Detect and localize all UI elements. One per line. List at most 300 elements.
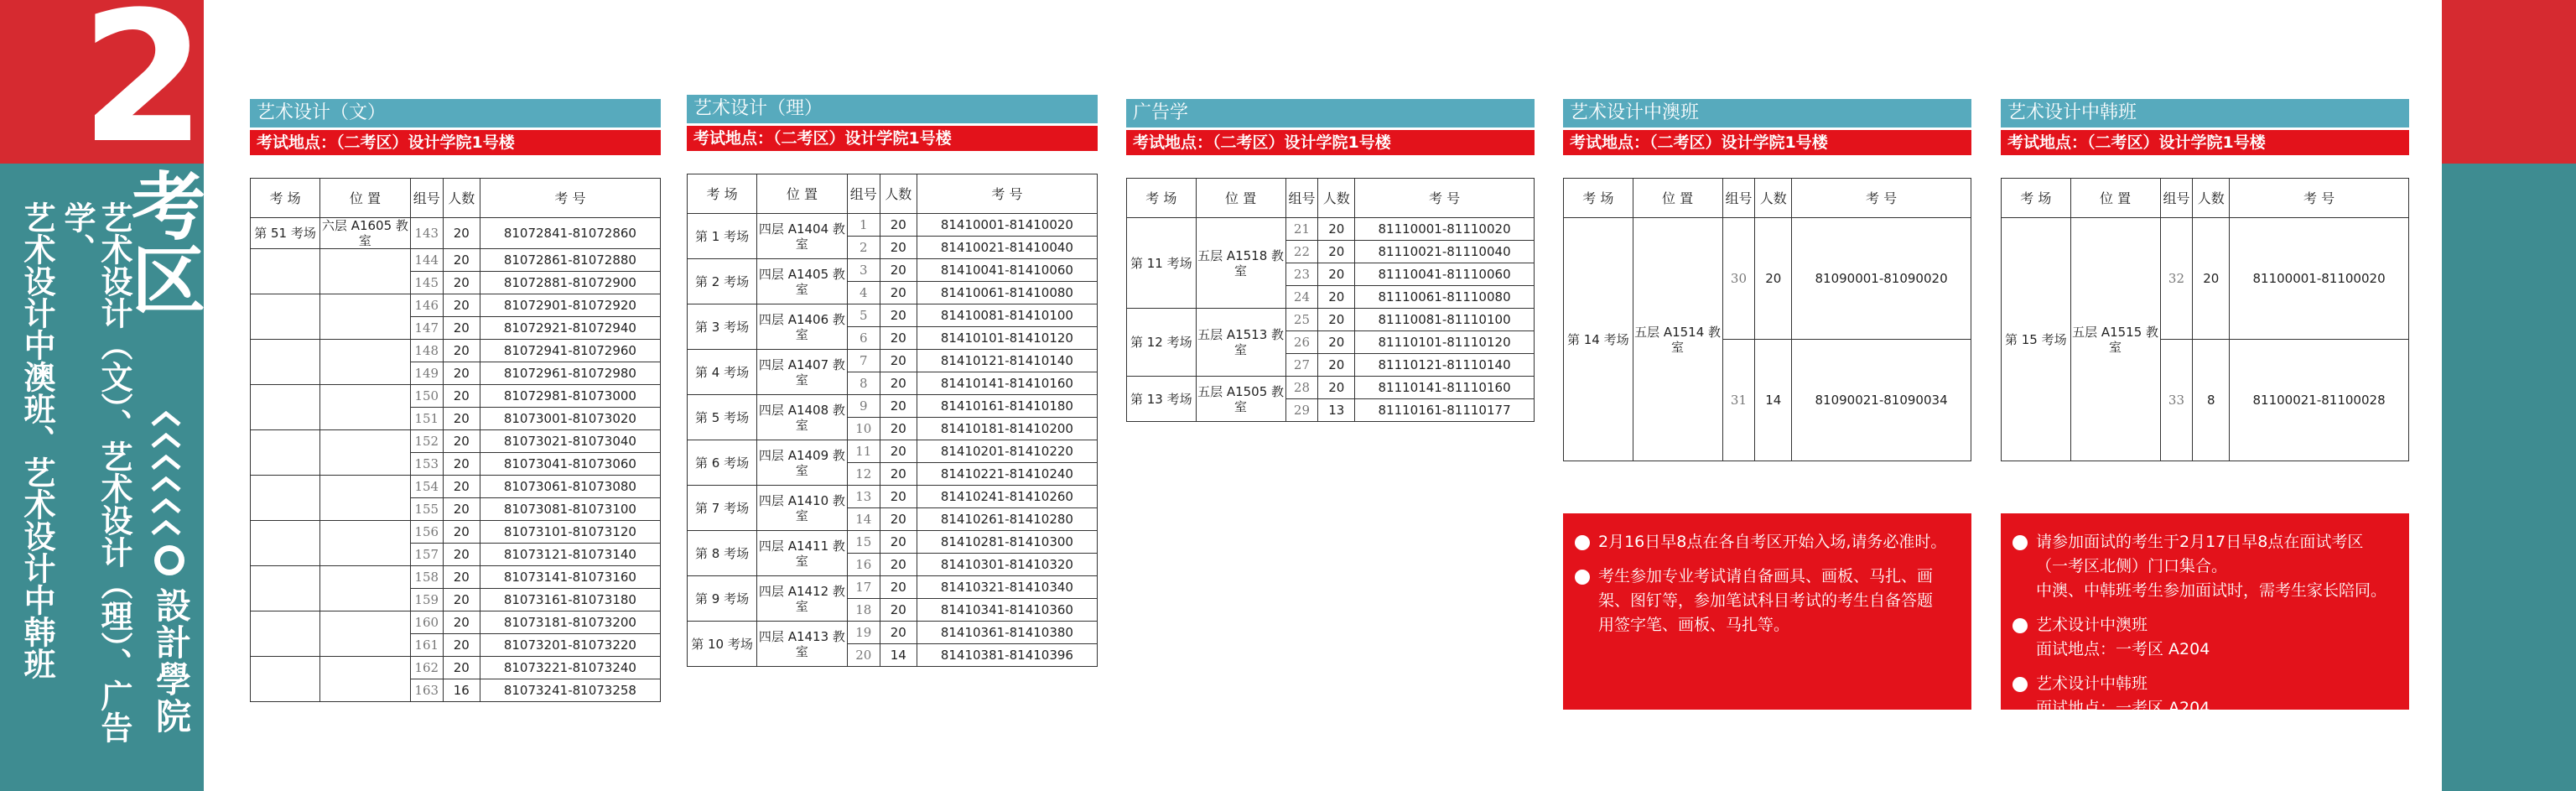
exam-hall-cell: 第 5 考场	[688, 395, 757, 440]
exam-hall-cell: 第 6 考场	[688, 440, 757, 486]
group-cell: 162	[410, 657, 443, 679]
notice-text: 艺术设计中澳班	[2036, 616, 2148, 634]
id-range-cell: 81410221-81410240	[917, 463, 1097, 486]
group-cell: 33	[2160, 340, 2193, 461]
table-row	[251, 476, 661, 498]
header-count: 人数	[1318, 179, 1355, 218]
count-cell: 20	[880, 214, 917, 237]
group-cell: 14	[847, 508, 880, 531]
group-cell: 7	[847, 350, 880, 372]
group-cell: 3	[847, 259, 880, 282]
location-cell: 六层 A1605 教室	[320, 218, 411, 249]
table-row	[688, 395, 1098, 418]
id-range-cell: 81410001-81410020	[917, 214, 1097, 237]
notice-text: 用签字笔、画板、马扎等。	[1598, 616, 1790, 634]
group-cell: 144	[410, 249, 443, 272]
panel-location: 考试地点：（二考区）设计学院1号楼	[2001, 130, 2409, 155]
location-cell	[320, 476, 411, 521]
group-cell: 16	[847, 554, 880, 576]
count-cell: 20	[880, 327, 917, 350]
group-cell: 6	[847, 327, 880, 350]
table-row	[688, 214, 1098, 237]
id-range-cell: 81072901-81072920	[480, 294, 660, 317]
location-cell: 四层 A1411 教室	[757, 531, 848, 576]
notice-text: 考生参加专业考试请自备画具、画板、马扎、画	[1598, 567, 1934, 585]
count-cell: 16	[443, 679, 480, 702]
id-range-cell: 81110041-81110060	[1355, 263, 1535, 286]
panel-location: 考试地点：（二考区）设计学院1号楼	[250, 130, 661, 155]
count-cell: 20	[443, 589, 480, 611]
table-row	[1127, 218, 1535, 241]
header-hall: 考 场	[2002, 179, 2071, 218]
id-range-cell: 81410261-81410280	[917, 508, 1097, 531]
exam-hall-cell: 第 1 考场	[688, 214, 757, 259]
count-cell: 20	[443, 249, 480, 272]
count-cell: 8	[2193, 340, 2230, 461]
count-cell: 20	[443, 294, 480, 317]
count-cell: 20	[1318, 263, 1355, 286]
count-cell: 20	[880, 440, 917, 463]
id-range-cell: 81410021-81410040	[917, 237, 1097, 259]
id-range-cell: 81410381-81410396	[917, 644, 1097, 667]
count-cell: 20	[1318, 309, 1355, 331]
exam-hall-cell: 第 3 考场	[688, 304, 757, 350]
count-cell: 20	[443, 317, 480, 340]
exam-hall-cell: 第 13 考场	[1127, 377, 1197, 422]
notice-box-interview	[2001, 513, 2409, 717]
id-range-cell: 81073101-81073120	[480, 521, 660, 544]
id-range-cell: 81072841-81072860	[480, 218, 660, 249]
exam-hall-cell	[251, 521, 320, 566]
header-group: 组号	[1285, 179, 1318, 218]
id-range-cell: 81410121-81410140	[917, 350, 1097, 372]
school-logo-text: 設計學院	[151, 587, 192, 735]
table-header-row	[1127, 179, 1535, 218]
exam-hall-cell	[251, 611, 320, 657]
id-range-cell: 81110001-81110020	[1355, 218, 1535, 241]
location-cell: 五层 A1515 教室	[2070, 218, 2160, 461]
location-cell: 五层 A1505 教室	[1196, 377, 1285, 422]
table-row	[688, 486, 1098, 508]
group-cell: 8	[847, 372, 880, 395]
count-cell: 20	[443, 408, 480, 430]
count-cell: 20	[443, 657, 480, 679]
location-cell	[320, 340, 411, 385]
count-cell: 20	[443, 544, 480, 566]
table-row	[688, 259, 1098, 282]
panel-location: 考试地点：（二考区）设计学院1号楼	[1563, 130, 1971, 155]
table-row	[1127, 377, 1535, 399]
group-cell: 155	[410, 498, 443, 521]
location-cell: 四层 A1413 教室	[757, 622, 848, 667]
group-cell: 25	[1285, 309, 1318, 331]
header-group: 组号	[847, 174, 880, 214]
panel-art-design-liberal	[250, 99, 661, 702]
group-cell: 10	[847, 418, 880, 440]
exam-hall-cell	[251, 657, 320, 702]
count-cell: 20	[880, 486, 917, 508]
id-range-cell: 81073161-81073180	[480, 589, 660, 611]
header-ids: 考 号	[1355, 179, 1535, 218]
group-cell: 32	[2160, 218, 2193, 340]
count-cell: 20	[1318, 331, 1355, 354]
id-range-cell: 81410201-81410220	[917, 440, 1097, 463]
exam-hall-cell: 第 11 考场	[1127, 218, 1197, 309]
count-cell: 20	[880, 418, 917, 440]
count-cell: 20	[880, 599, 917, 622]
group-cell: 12	[847, 463, 880, 486]
count-cell: 20	[880, 259, 917, 282]
id-range-cell: 81100001-81100020	[2230, 218, 2409, 340]
exam-hall-cell: 第 4 考场	[688, 350, 757, 395]
count-cell: 20	[880, 304, 917, 327]
header-hall: 考 场	[688, 174, 757, 214]
panel-title: 艺术设计（文）	[250, 99, 661, 127]
group-cell: 5	[847, 304, 880, 327]
id-range-cell: 81410301-81410320	[917, 554, 1097, 576]
count-cell: 20	[880, 554, 917, 576]
group-cell: 26	[1285, 331, 1318, 354]
bullet-icon	[2012, 677, 2028, 692]
notice-item	[2012, 530, 2397, 603]
group-cell: 161	[410, 634, 443, 657]
count-cell: 20	[1318, 354, 1355, 377]
group-cell: 158	[410, 566, 443, 589]
count-cell: 20	[2193, 218, 2230, 340]
exam-hall-cell	[251, 294, 320, 340]
exam-hall-cell: 第 7 考场	[688, 486, 757, 531]
exam-hall-cell: 第 9 考场	[688, 576, 757, 622]
location-cell: 四层 A1408 教室	[757, 395, 848, 440]
count-cell: 14	[1755, 340, 1792, 461]
id-range-cell: 81073141-81073160	[480, 566, 660, 589]
table-header-row	[688, 174, 1098, 214]
header-group: 组号	[410, 179, 443, 218]
header-count: 人数	[1755, 179, 1792, 218]
group-cell: 159	[410, 589, 443, 611]
notice-item	[1575, 565, 1960, 637]
count-cell: 20	[443, 340, 480, 362]
count-cell: 20	[443, 521, 480, 544]
group-cell: 29	[1285, 399, 1318, 422]
group-cell: 154	[410, 476, 443, 498]
location-cell	[320, 521, 411, 566]
location-cell: 五层 A1514 教室	[1633, 218, 1722, 461]
exam-hall-cell: 第 12 考场	[1127, 309, 1197, 377]
count-cell: 20	[880, 395, 917, 418]
count-cell: 20	[880, 508, 917, 531]
group-cell: 20	[847, 644, 880, 667]
id-range-cell: 81073081-81073100	[480, 498, 660, 521]
count-cell: 13	[1318, 399, 1355, 422]
group-cell: 18	[847, 599, 880, 622]
count-cell: 20	[1318, 241, 1355, 263]
notice-text: 面试地点：一考区 A204	[2036, 640, 2210, 658]
id-range-cell: 81110161-81110177	[1355, 399, 1535, 422]
right-banner-red	[2442, 0, 2576, 164]
notice-text: 2月16日早8点在各自考区开始入场,请务必准时。	[1598, 533, 1947, 551]
count-cell: 20	[1755, 218, 1792, 340]
id-range-cell: 81110121-81110140	[1355, 354, 1535, 377]
table-row	[251, 218, 661, 249]
group-cell: 163	[410, 679, 443, 702]
id-range-cell: 81410241-81410260	[917, 486, 1097, 508]
table-row	[688, 531, 1098, 554]
notice-item	[1575, 530, 1960, 554]
notice-box-entry	[1563, 513, 1971, 710]
header-count: 人数	[880, 174, 917, 214]
id-range-cell: 81072881-81072900	[480, 272, 660, 294]
table-row	[688, 350, 1098, 372]
count-cell: 20	[880, 622, 917, 644]
group-cell: 21	[1285, 218, 1318, 241]
id-range-cell: 81073001-81073020	[480, 408, 660, 430]
count-cell: 20	[443, 634, 480, 657]
exam-hall-table	[2001, 178, 2409, 461]
count-cell: 20	[1318, 218, 1355, 241]
location-cell	[320, 430, 411, 476]
count-cell: 20	[443, 362, 480, 385]
id-range-cell: 81110061-81110080	[1355, 286, 1535, 309]
group-cell: 147	[410, 317, 443, 340]
header-pos: 位 置	[1196, 179, 1285, 218]
notice-text: 艺术设计中韩班	[2036, 674, 2148, 693]
panel-title: 艺术设计中韩班	[2001, 99, 2409, 127]
header-pos: 位 置	[320, 179, 411, 218]
count-cell: 20	[443, 385, 480, 408]
table-row	[688, 304, 1098, 327]
exam-hall-cell: 第 10 考场	[688, 622, 757, 667]
id-range-cell: 81072861-81072880	[480, 249, 660, 272]
group-cell: 11	[847, 440, 880, 463]
id-range-cell: 81072921-81072940	[480, 317, 660, 340]
group-cell: 17	[847, 576, 880, 599]
table-row	[1127, 309, 1535, 331]
header-count: 人数	[443, 179, 480, 218]
id-range-cell: 81110021-81110040	[1355, 241, 1535, 263]
count-cell: 14	[880, 644, 917, 667]
group-cell: 143	[410, 218, 443, 249]
count-cell: 20	[443, 566, 480, 589]
id-range-cell: 81410041-81410060	[917, 259, 1097, 282]
group-cell: 148	[410, 340, 443, 362]
location-cell	[320, 657, 411, 702]
header-hall: 考 场	[1564, 179, 1633, 218]
id-range-cell: 81410361-81410380	[917, 622, 1097, 644]
table-row	[251, 385, 661, 408]
id-range-cell: 81072961-81072980	[480, 362, 660, 385]
id-range-cell: 81073181-81073200	[480, 611, 660, 634]
group-cell: 146	[410, 294, 443, 317]
count-cell: 20	[443, 430, 480, 453]
header-pos: 位 置	[1633, 179, 1722, 218]
header-ids: 考 号	[480, 179, 660, 218]
group-cell: 157	[410, 544, 443, 566]
id-range-cell: 81072981-81073000	[480, 385, 660, 408]
notice-item	[2012, 613, 2397, 662]
count-cell: 20	[443, 498, 480, 521]
table-row	[251, 521, 661, 544]
group-cell: 23	[1285, 263, 1318, 286]
count-cell: 20	[443, 453, 480, 476]
notice-text: 中澳、中韩班考生参加面试时，需考生家长陪同。	[2036, 581, 2387, 600]
location-cell	[320, 566, 411, 611]
bullet-icon	[2012, 618, 2028, 633]
id-range-cell: 81110081-81110100	[1355, 309, 1535, 331]
panel-location: 考试地点：（二考区）设计学院1号楼	[1126, 130, 1535, 155]
notice-text: （一考区北侧）门口集合。	[2036, 557, 2228, 575]
location-cell	[320, 611, 411, 657]
group-cell: 27	[1285, 354, 1318, 377]
location-cell	[320, 294, 411, 340]
exam-hall-table	[250, 178, 661, 702]
group-cell: 153	[410, 453, 443, 476]
table-header-row	[1564, 179, 1971, 218]
group-cell: 150	[410, 385, 443, 408]
location-cell: 四层 A1405 教室	[757, 259, 848, 304]
id-range-cell: 81073201-81073220	[480, 634, 660, 657]
table-row	[251, 294, 661, 317]
id-range-cell: 81410341-81410360	[917, 599, 1097, 622]
id-range-cell: 81073021-81073040	[480, 430, 660, 453]
count-cell: 20	[443, 476, 480, 498]
group-cell: 4	[847, 282, 880, 304]
exam-hall-cell: 第 14 考场	[1564, 218, 1633, 461]
id-range-cell: 81410061-81410080	[917, 282, 1097, 304]
group-cell: 9	[847, 395, 880, 418]
notice-item	[2012, 672, 2397, 721]
bullet-icon	[2012, 535, 2028, 550]
panel-korea-class	[2001, 99, 2409, 461]
id-range-cell: 81410321-81410340	[917, 576, 1097, 599]
count-cell: 20	[880, 350, 917, 372]
exam-hall-cell: 第 15 考场	[2002, 218, 2071, 461]
group-cell: 2	[847, 237, 880, 259]
bullet-icon	[1575, 570, 1590, 585]
header-group: 组号	[1722, 179, 1755, 218]
id-range-cell: 81110141-81110160	[1355, 377, 1535, 399]
table-header-row	[251, 179, 661, 218]
zone-number: 2	[80, 0, 206, 183]
id-range-cell: 81090001-81090020	[1792, 218, 1971, 340]
group-cell: 22	[1285, 241, 1318, 263]
id-range-cell: 81100021-81100028	[2230, 340, 2409, 461]
exam-hall-cell	[251, 476, 320, 521]
id-range-cell: 81410161-81410180	[917, 395, 1097, 418]
header-count: 人数	[2193, 179, 2230, 218]
id-range-cell: 81073061-81073080	[480, 476, 660, 498]
id-range-cell: 81410141-81410160	[917, 372, 1097, 395]
header-ids: 考 号	[917, 174, 1097, 214]
id-range-cell: 81410101-81410120	[917, 327, 1097, 350]
id-range-cell: 81410281-81410300	[917, 531, 1097, 554]
id-range-cell: 81073041-81073060	[480, 453, 660, 476]
notice-text: 请参加面试的考生于2月17日早8点在面试考区	[2036, 533, 2364, 551]
header-hall: 考 场	[251, 179, 320, 218]
panel-title: 艺术设计（理）	[687, 95, 1098, 123]
table-row	[688, 440, 1098, 463]
group-cell: 15	[847, 531, 880, 554]
count-cell: 20	[880, 282, 917, 304]
exam-hall-cell	[251, 566, 320, 611]
count-cell: 20	[880, 237, 917, 259]
exam-hall-cell: 第 51 考场	[251, 218, 320, 249]
table-row	[251, 430, 661, 453]
notice-text: 架、图钉等，参加笔试科目考试的考生自备答题	[1598, 591, 1934, 610]
group-cell: 156	[410, 521, 443, 544]
bullet-icon	[1575, 535, 1590, 550]
table-row	[251, 657, 661, 679]
group-cell: 160	[410, 611, 443, 634]
group-cell: 19	[847, 622, 880, 644]
location-cell	[320, 385, 411, 430]
panel-location: 考试地点：（二考区）设计学院1号楼	[687, 126, 1098, 151]
exam-hall-cell: 第 8 考场	[688, 531, 757, 576]
group-cell: 13	[847, 486, 880, 508]
count-cell: 20	[880, 372, 917, 395]
panel-art-design-science	[687, 95, 1098, 667]
table-header-row	[2002, 179, 2409, 218]
exam-hall-table	[1126, 178, 1535, 422]
count-cell: 20	[880, 576, 917, 599]
header-ids: 考 号	[1792, 179, 1971, 218]
notice-text: 面试地点：一考区 A204	[2036, 699, 2210, 717]
id-range-cell: 81410181-81410200	[917, 418, 1097, 440]
count-cell: 20	[880, 463, 917, 486]
chevrons-icon	[151, 411, 184, 542]
id-range-cell: 81110101-81110120	[1355, 331, 1535, 354]
group-cell: 1	[847, 214, 880, 237]
banner-subtitle-1: 艺术设计（文）、艺术设计（理）、广告学、	[59, 201, 132, 743]
banner-subtitle-2: 艺术设计中澳班、艺术设计中韩班	[18, 201, 55, 679]
header-pos: 位 置	[2070, 179, 2160, 218]
id-range-cell: 81410081-81410100	[917, 304, 1097, 327]
group-cell: 24	[1285, 286, 1318, 309]
group-cell: 149	[410, 362, 443, 385]
id-range-cell: 81072941-81072960	[480, 340, 660, 362]
location-cell: 四层 A1409 教室	[757, 440, 848, 486]
location-cell: 五层 A1518 教室	[1196, 218, 1285, 309]
header-hall: 考 场	[1127, 179, 1197, 218]
exam-hall-cell	[251, 385, 320, 430]
school-logo-icon	[154, 545, 184, 575]
count-cell: 20	[443, 611, 480, 634]
count-cell: 20	[443, 272, 480, 294]
table-row	[251, 611, 661, 634]
exam-hall-table	[1563, 178, 1971, 461]
group-cell: 152	[410, 430, 443, 453]
panel-australia-class	[1563, 99, 1971, 461]
panel-advertising	[1126, 99, 1535, 422]
group-cell: 31	[1722, 340, 1755, 461]
table-row	[1564, 218, 1971, 340]
exam-hall-cell	[251, 340, 320, 385]
group-cell: 28	[1285, 377, 1318, 399]
exam-hall-cell: 第 2 考场	[688, 259, 757, 304]
exam-hall-cell	[251, 249, 320, 294]
group-cell: 145	[410, 272, 443, 294]
count-cell: 20	[1318, 377, 1355, 399]
id-range-cell: 81073121-81073140	[480, 544, 660, 566]
location-cell	[320, 249, 411, 294]
location-cell: 四层 A1407 教室	[757, 350, 848, 395]
table-row	[251, 340, 661, 362]
location-cell: 四层 A1406 教室	[757, 304, 848, 350]
table-row	[251, 566, 661, 589]
header-group: 组号	[2160, 179, 2193, 218]
location-cell: 四层 A1410 教室	[757, 486, 848, 531]
table-row	[688, 576, 1098, 599]
